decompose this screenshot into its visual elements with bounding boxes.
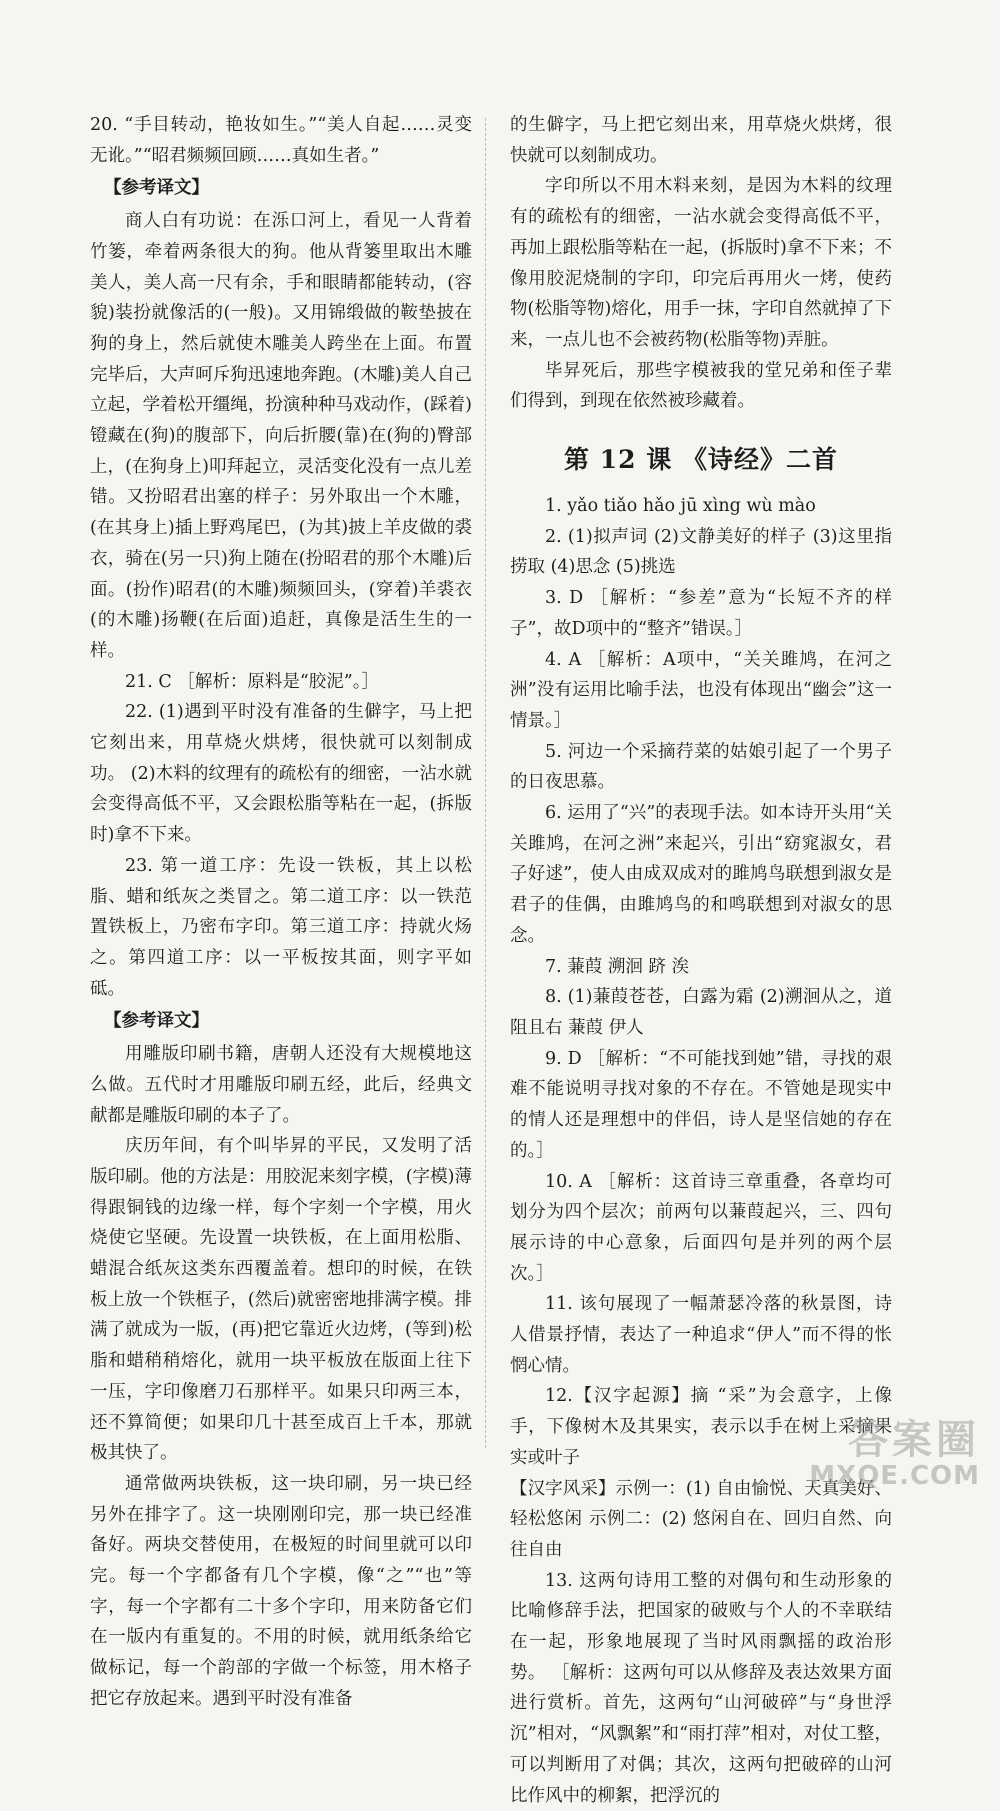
answer-10: 10. A ［解析：这首诗三章重叠，各章均可划分为四个层次；前两句以蒹葭起兴，三、四句展示诗的中心意象，后面四句是并列的两个层次。］ bbox=[510, 1171, 892, 1284]
left-column bbox=[90, 110, 472, 1715]
translation-continuation: 的生僻字，马上把它刻出来，用草烧火烘烤，很快就可以刻制成功。 bbox=[510, 115, 892, 166]
reference-translation-heading-2: 【参考译文】 bbox=[104, 1011, 209, 1032]
answer-2: 2. (1)拟声词 (2)文静美好的样子 (3)这里指捞取 (4)思念 (5)挑选 bbox=[510, 526, 892, 578]
translation-paragraph: 通常做两块铁板，这一块印刷，另一块已经另外在排字了。这一块刚刚印完，那一块已经准备好。两块交替使用，在极短的时间里就可以印完。每一个字都备有几个字模，像“之”“也”等字，每一个字都有二十多个字印，用来防备它们在一版内有重复的。不用的时候，就用纸条给它做标记，每一个韵部的字做一个标签，用木格子把它存放起来。遇到平时没有准备 bbox=[90, 1473, 472, 1709]
reference-translation-heading: 【参考译文】 bbox=[104, 178, 209, 199]
column-divider bbox=[485, 118, 486, 1448]
answer-1: 1. yǎo tiǎo hǎo jū xìng wù mào bbox=[545, 496, 816, 517]
answer-3: 3. D ［解析：“参差”意为“长短不齐的样子”，故D项中的“整齐”错误。］ bbox=[510, 588, 892, 639]
answer-5: 5. 河边一个采摘荇菜的姑娘引起了一个男子的日夜思慕。 bbox=[510, 741, 892, 793]
answer-6: 6. 运用了“兴”的表现手法。如本诗开头用“关关雎鸠，在河之洲”来起兴，引出“窈窕淑女，君子好逑”，使人由成双成对的雎鸠鸟联想到淑女是君子的佳偶，由雎鸠鸟的和鸣联想到对淑女的思念。 bbox=[510, 803, 892, 946]
answer-22: 22. (1)遇到平时没有准备的生僻字，马上把它刻出来，用草烧火烘烤，很快就可以刻制成功。 (2)木料的纹理有的疏松有的细密，一沾水就会变得高低不平，又会跟松脂等粘在一起，(拆版时)拿不下来。 bbox=[90, 702, 472, 846]
answer-21: 21. C ［解析：原料是“胶泥”。］ bbox=[125, 671, 379, 692]
answer-8: 8. (1)蒹葭苍苍，白露为霜 (2)溯洄从之，道阻且右 蒹葭 伊人 bbox=[510, 987, 892, 1038]
answer-13: 13. 这两句诗用工整的对偶句和生动形象的比喻修辞手法，把国家的破败与个人的不幸联结在一起，形象地展现了当时风雨飘摇的政治形势。 ［解析：这两句可以从修辞及表达效果方面进行赏析。首先，这两句“山河破碎”与“身世浮沉”相对，“风飘絮”和“雨打萍”相对，对仗工整，可以判断用了对偶；其次，这两句把破碎的山河比作风中的柳絮，把浮沉的 bbox=[510, 1570, 892, 1806]
answer-20: 20. “手目转动，艳妆如生。”“美人自起……灵变无讹。”“昭君频频回顾……真如生者。” bbox=[90, 115, 472, 166]
watermark-logo bbox=[809, 1418, 980, 1490]
answer-7: 7. 蒹葭 溯洄 跻 涘 bbox=[545, 956, 689, 977]
answer-9: 9. D ［解析：“不可能找到她”错，寻找的艰难不能说明寻找对象的不存在。不管她是现实中的情人还是理想中的伴侣，诗人是坚信她的存在的。］ bbox=[510, 1048, 892, 1161]
answer-23: 23. 第一道工序：先设一铁板，其上以松脂、蜡和纸灰之类冒之。第二道工序：以一铁范置铁板上，乃密布字印。第三道工序：持就火炀之。第四道工序：以一平板按其面，则字平如砥。 bbox=[90, 855, 472, 999]
watermark-text: 答案圈 bbox=[848, 1417, 980, 1463]
answer-11: 11. 该句展现了一幅萧瑟冷落的秋景图，诗人借景抒情，表达了一种追求“伊人”而不得的怅惘心情。 bbox=[510, 1294, 892, 1376]
answer-12-style: 【汉字风采】示例一：(1) 自由愉悦、天真美好、轻松悠闲 示例二：(2) 悠闲自在、回归自然、向往自由 bbox=[510, 1478, 892, 1560]
lesson-title: 第 12 课 《诗经》二首 bbox=[564, 445, 838, 475]
translation-paragraph: 商人白有功说：在泺口河上，看见一人背着竹篓，牵着两条很大的狗。他从背篓里取出木雕美人，美人高一尺有余，手和眼睛都能转动，(容貌)装扮就像活的(一般)。又用锦缎做的鞍垫披在狗的身上，然后就使木雕美人跨坐在上面。布置完毕后，大声呵斥狗迅速地奔跑。(木雕)美人自己立起，学着松开缰绳，扮演种种马戏动作，(踩着)镫藏在(狗)的腹部下，向后折腰(靠)在(狗的)臀部上，(在狗身上)叩拜起立，灵活变化没有一点儿差错。又扮昭君出塞的样子：另外取出一个木雕，(在其身上)插上野鸡尾巴，(为其)披上羊皮做的裘衣，骑在(另一只)狗上随在(扮昭君的那个木雕)后面。(扮作)昭君(的木雕)频频回头，(穿着)羊裘衣(的木雕)扬鞭(在后面)追赶，真像是活生生的一样。 bbox=[90, 211, 472, 661]
translation-paragraph: 用雕版印刷书籍，唐朝人还没有大规模地这么做。五代时才用雕版印刷五经，此后，经典文献都是雕版印刷的本子了。 bbox=[90, 1044, 472, 1126]
answer-4: 4. A ［解析：A项中，“关关雎鸠，在河之洲”没有运用比喻手法，也没有体现出“幽会”这一情景。］ bbox=[510, 649, 892, 731]
translation-paragraph: 庆历年间，有个叫毕昇的平民，又发明了活版印刷。他的方法是：用胶泥来刻字模，(字模)薄得跟铜钱的边缘一样，每个字刻一个字模，用火烧使它坚硬。先设置一块铁板，在上面用松脂、蜡混合纸灰这类东西覆盖着。想印的时候，在铁板上放一个铁框子，(然后)就密密地排满字模。排满了就成为一版，(再)把它靠近火边烤，(等到)松脂和蜡稍稍熔化，就用一块平板放在版面上往下一压，字印像磨刀石那样平。如果只印两三本，还不算简便；如果印几十甚至成百上千本，那就极其快了。 bbox=[90, 1136, 472, 1464]
translation-paragraph: 毕昇死后，那些字模被我的堂兄弟和侄子辈们得到，到现在依然被珍藏着。 bbox=[510, 360, 892, 412]
translation-paragraph: 字印所以不用木料来刻，是因为木料的纹理有的疏松有的细密，一沾水就会变得高低不平，再加上跟松脂等粘在一起，(拆版时)拿不下来；不像用胶泥烧制的字印，印完后再用火一烤，使药物(松脂等物)熔化，用手一抹，字印自然就掉了下来，一点儿也不会被药物(松脂等物)弄脏。 bbox=[510, 176, 892, 350]
right-column bbox=[510, 110, 892, 1811]
answer-12-origin: 12.【汉字起源】摘 “采”为会意字，上像手，下像树木及其果实，表示以手在树上采摘果实或叶子 bbox=[510, 1386, 892, 1468]
watermark-url: MXQE.COM bbox=[809, 1461, 980, 1491]
